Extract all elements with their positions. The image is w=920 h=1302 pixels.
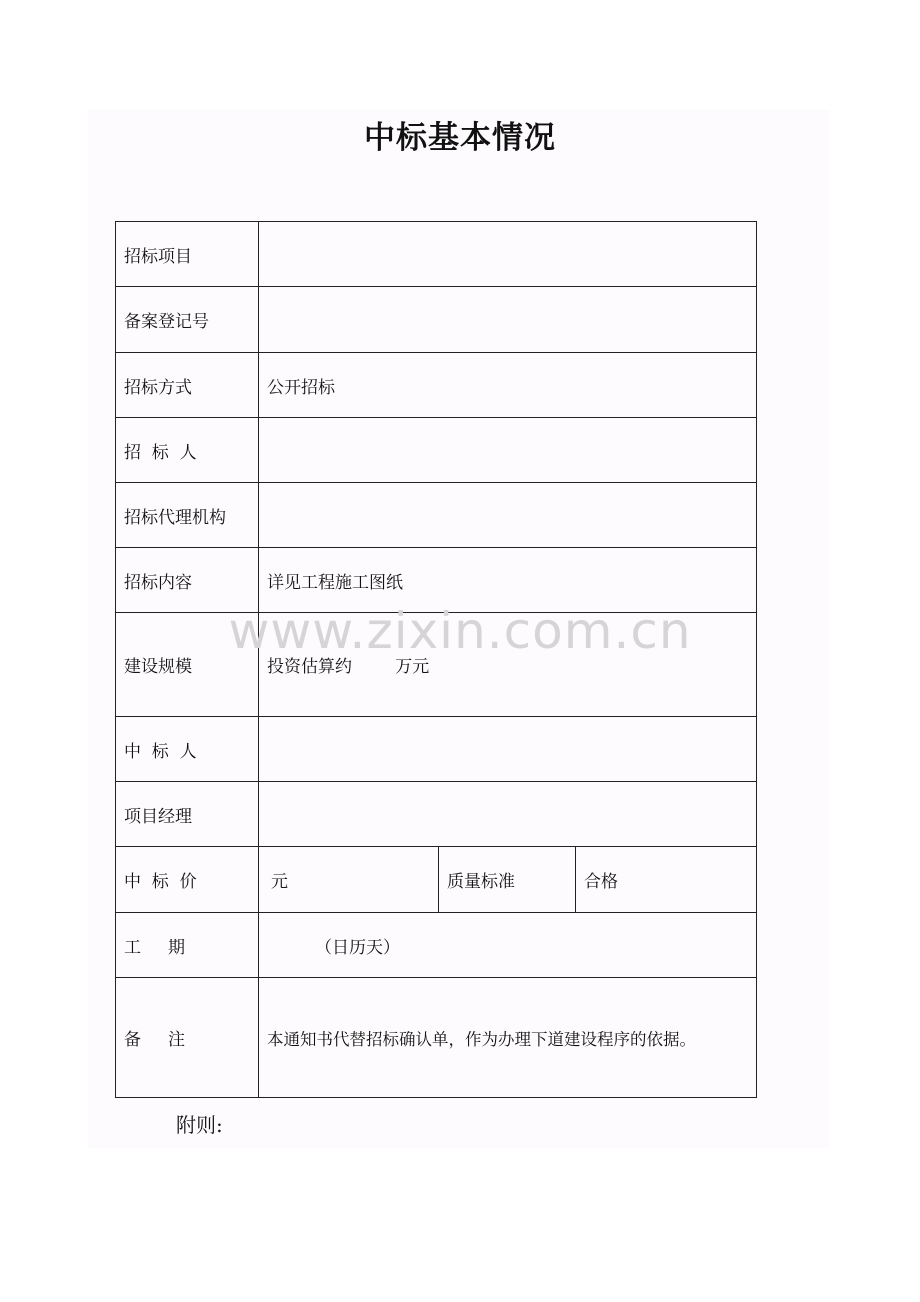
label-project: 招标项目 [116, 222, 259, 287]
row-price [116, 847, 757, 913]
value-tenderer [259, 418, 757, 483]
value-method: 公开招标 [259, 353, 757, 418]
row-winner [116, 717, 757, 782]
value-quality: 合格 [576, 847, 757, 913]
label-tenderer: 招 标 人 [116, 418, 259, 483]
label-method: 招标方式 [116, 353, 259, 418]
value-record-no [259, 287, 757, 353]
value-price: 元 [259, 847, 439, 913]
label-content: 招标内容 [116, 548, 259, 613]
value-scale: 投资估算约 万元 [259, 613, 757, 717]
label-winner: 中 标 人 [116, 717, 259, 782]
row-project [116, 222, 757, 287]
value-period: （日历天） [259, 913, 757, 978]
row-record-no [116, 287, 757, 353]
row-manager [116, 782, 757, 847]
watermark-text: www.zixin.com.cn [228, 602, 692, 660]
value-manager [259, 782, 757, 847]
row-method [116, 353, 757, 418]
bid-info-table [115, 221, 757, 1098]
value-content: 详见工程施工图纸 [259, 548, 757, 613]
footer-appendix: 附则: [176, 1113, 223, 1137]
page-title: 中标基本情况 [364, 120, 556, 156]
label-price: 中 标 价 [116, 847, 259, 913]
row-period [116, 913, 757, 978]
row-scale [116, 613, 757, 717]
label-remarks: 备 注 [116, 978, 259, 1098]
label-period: 工 期 [116, 913, 259, 978]
row-tenderer [116, 418, 757, 483]
value-winner [259, 717, 757, 782]
value-project [259, 222, 757, 287]
label-scale: 建设规模 [116, 613, 259, 717]
row-agency [116, 483, 757, 548]
value-remarks: 本通知书代替招标确认单，作为办理下道建设程序的依据。 [259, 978, 757, 1098]
label-quality: 质量标准 [439, 847, 576, 913]
row-remarks [116, 978, 757, 1098]
label-manager: 项目经理 [116, 782, 259, 847]
row-content [116, 548, 757, 613]
label-record-no: 备案登记号 [116, 287, 259, 353]
value-agency [259, 483, 757, 548]
label-agency: 招标代理机构 [116, 483, 259, 548]
